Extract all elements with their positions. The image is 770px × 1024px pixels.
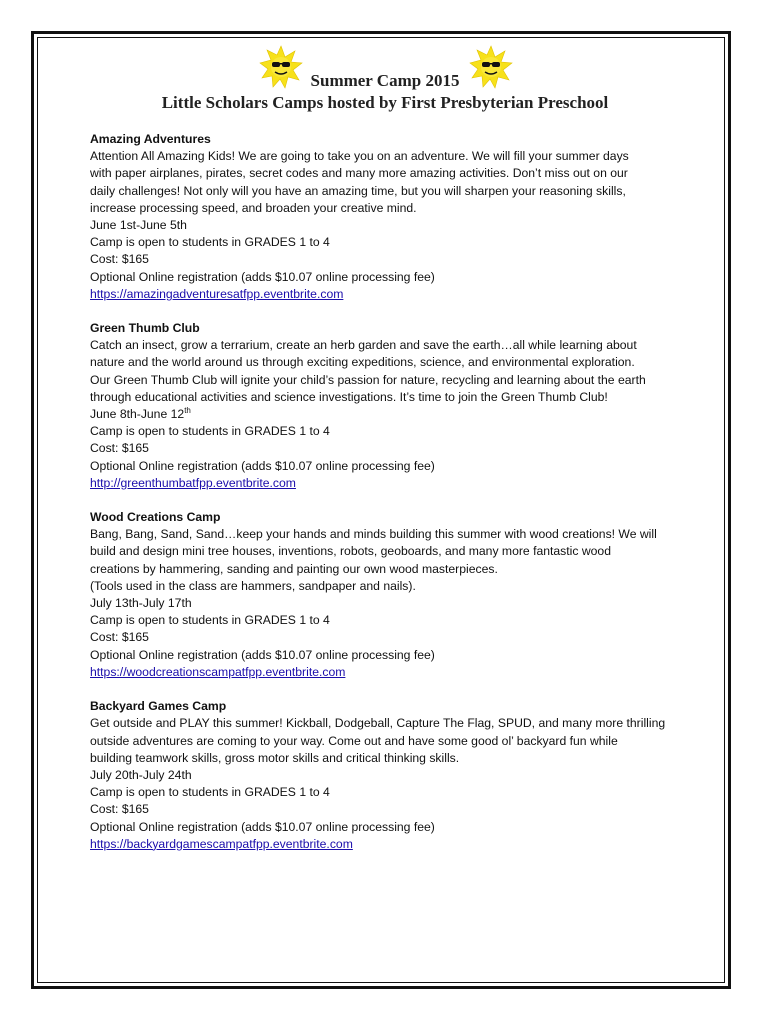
camp-registration-link[interactable]: https://woodcreationscampatfpp.eventbrite.com xyxy=(90,664,346,679)
camp-registration-note: Optional Online registration (adds $10.07 online processing fee) xyxy=(90,819,435,834)
camp-description-line: nature and the world around us through exciting expeditions, science, and environmental exploration. xyxy=(90,355,635,370)
camp-description-line: creations by hammering, sanding and painting our own wood masterpieces. xyxy=(90,561,498,576)
camp-registration-note: Optional Online registration (adds $10.07 online processing fee) xyxy=(90,647,435,662)
camp-section-wood-creations-camp xyxy=(90,509,690,681)
camp-registration-note: Optional Online registration (adds $10.07 online processing fee) xyxy=(90,269,435,284)
camp-registration-note: Optional Online registration (adds $10.07 online processing fee) xyxy=(90,458,435,473)
camp-description-line: Catch an insect, grow a terrarium, create an herb garden and save the earth…all while learning about xyxy=(90,338,637,353)
document-subtitle: Little Scholars Camps hosted by First Presbyterian Preschool xyxy=(161,93,609,112)
camp-dates-suffix: th xyxy=(184,405,191,415)
camp-grades: Camp is open to students in GRADES 1 to 4 xyxy=(90,785,330,800)
camp-description-line: outside adventures are coming to your way. Come out and have some good ol’ backyard fun while xyxy=(90,733,618,748)
camp-title: Green Thumb Club xyxy=(90,321,200,336)
document-header xyxy=(40,70,730,114)
camp-cost: Cost: $165 xyxy=(90,630,149,645)
camp-dates-text: July 13th-July 17th xyxy=(90,596,192,611)
camp-description-line: increase processing speed, and broaden your creative mind. xyxy=(90,200,417,215)
camp-description-line: build and design mini tree houses, inventions, robots, geoboards, and many more fantastic wood xyxy=(90,544,611,559)
camp-dates xyxy=(90,406,690,423)
camp-grades: Camp is open to students in GRADES 1 to 4 xyxy=(90,613,330,628)
camp-title: Backyard Games Camp xyxy=(90,699,227,714)
camp-description-line: through educational activities and science investigations. It’s time to join the Green Thumb Club! xyxy=(90,389,608,404)
camp-cost: Cost: $165 xyxy=(90,252,149,267)
camp-title: Wood Creations Camp xyxy=(90,510,221,525)
camp-description-line: Our Green Thumb Club will ignite your child’s passion for nature, recycling and learning about the earth xyxy=(90,372,646,387)
camp-dates xyxy=(90,767,690,784)
camp-list xyxy=(90,131,690,870)
camp-grades: Camp is open to students in GRADES 1 to 4 xyxy=(90,424,330,439)
camp-cost: Cost: $165 xyxy=(90,441,149,456)
camp-section-green-thumb-club xyxy=(90,320,690,492)
camp-description-line: building teamwork skills, gross motor skills and critical thinking skills. xyxy=(90,750,460,765)
camp-registration-link[interactable]: http://greenthumbatfpp.eventbrite.com xyxy=(90,475,296,490)
camp-dates xyxy=(90,595,690,612)
camp-cost: Cost: $165 xyxy=(90,802,149,817)
document-title: Summer Camp 2015 xyxy=(310,71,460,90)
camp-description-line: daily challenges! Not only will you have an amazing time, but you will sharpen your reasoning skills, xyxy=(90,183,626,198)
camp-description-line: Bang, Bang, Sand, Sand…keep your hands and minds building this summer with wood creations! We will xyxy=(90,527,657,542)
camp-dates-text: June 1st-June 5th xyxy=(90,218,187,233)
camp-section-backyard-games-camp xyxy=(90,698,690,853)
camp-registration-link[interactable]: https://backyardgamescampatfpp.eventbrite.com xyxy=(90,836,353,851)
camp-dates-text: July 20th-July 24th xyxy=(90,767,192,782)
camp-description-line: Get outside and PLAY this summer! Kickball, Dodgeball, Capture The Flag, SPUD, and many more thrilling xyxy=(90,716,666,731)
camp-section-amazing-adventures xyxy=(90,131,690,303)
camp-description-line: with paper airplanes, pirates, secret codes and many more amazing activities. Don’t miss out on our xyxy=(90,166,628,181)
camp-description-line: (Tools used in the class are hammers, sandpaper and nails). xyxy=(90,578,416,593)
camp-dates xyxy=(90,217,690,234)
camp-dates-text: June 8th-June 12 xyxy=(90,407,185,422)
camp-description-line: Attention All Amazing Kids! We are going to take you on an adventure. We will fill your summer days xyxy=(90,149,629,164)
camp-title: Amazing Adventures xyxy=(90,132,211,146)
camp-registration-link[interactable]: https://amazingadventuresatfpp.eventbrite.com xyxy=(90,286,344,301)
camp-grades: Camp is open to students in GRADES 1 to 4 xyxy=(90,235,330,250)
